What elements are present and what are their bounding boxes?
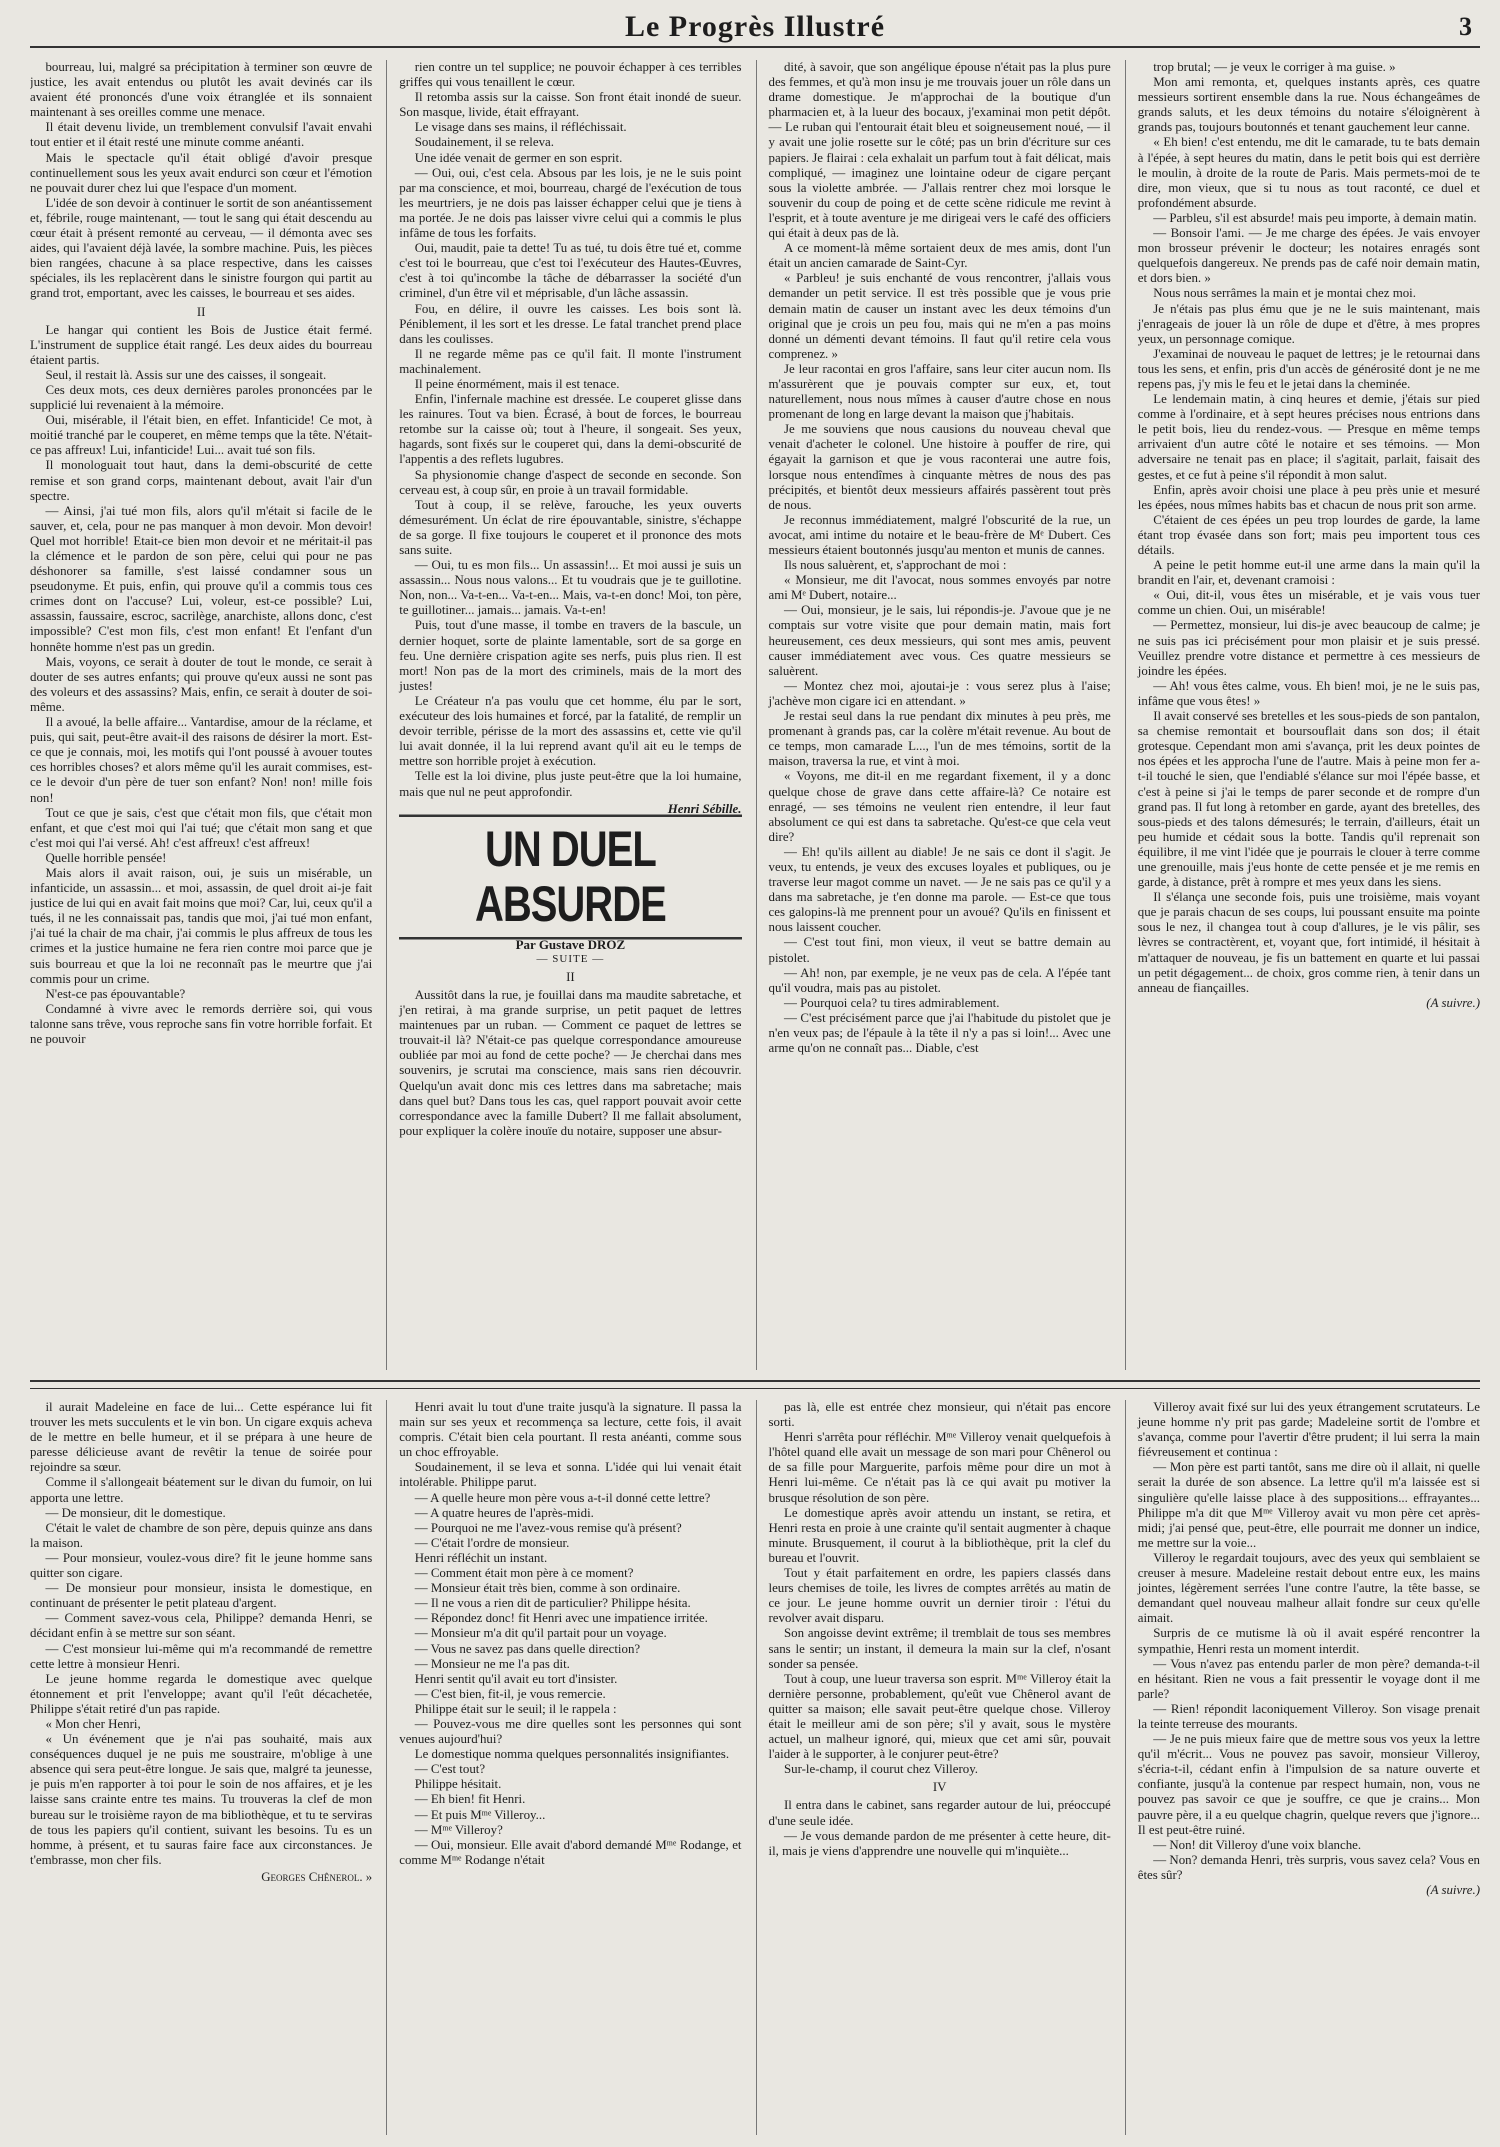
page-header	[30, 6, 1480, 48]
paragraph: Il a avoué, la belle affaire... Vantardise, amour de la réclame, et puis, qui sait, peut-être avait-il des raisons de désirer la mort. Est-ce que je connais, moi, les motifs qui l'ont poussé à avouer toutes ces horribles choses? et alors même qu'il les aurait commises, est-ce le devoir d'un père de tuer son enfant? Non! non! mille fois non!	[30, 715, 373, 805]
paragraph: Le visage dans ses mains, il réfléchissait.	[414, 120, 627, 135]
paragraph: il aurait Madeleine en face de lui... Cette espérance lui fit trouver les mets succulents et le vin bon. Un cigare exquis acheva de le mettre en belle humeur, et il se prépara à une heure de paresse délicieuse avant de revêtir la tenue de soirée pour rejoindre sa sœur.	[30, 1400, 373, 1475]
paragraph: Il monologuait tout haut, dans la demi-obscurité de cette remise et son grand corps, maintenant debout, avait l'air d'un spectre.	[30, 458, 373, 503]
paragraph: Ces deux mots, ces deux dernières paroles prononcées par le supplicié lui revenaient à la mémoire.	[30, 382, 373, 413]
paragraph: Il peine énormément, mais il est tenace.	[414, 376, 620, 391]
paragraph: — C'était l'ordre de monsieur.	[414, 1535, 570, 1550]
paragraph: — C'est tout fini, mon vieux, il veut se battre demain au pistolet.	[768, 935, 1111, 965]
paragraph: — Pourquoi cela? tu tires admirablement.	[783, 995, 1000, 1010]
paragraph: Je me souviens que nous causions du nouveau cheval que venait d'acheter le colonel. Une histoire à pouffer de rire, qui égayait la garnison et que je vous raconterai une autre fois, lorsque nous entendîmes à cinquante mètres de nous des pas précipités, et bientôt deux messieurs affairés passèrent tout près de nous.	[768, 422, 1111, 512]
paragraph: C'était le valet de chambre de son père, depuis quinze ans dans la maison.	[30, 1520, 373, 1550]
paragraph: rien contre un tel supplice; ne pouvoir échapper à ces terribles griffes qui vous tenaillent le cœur.	[399, 60, 742, 90]
paragraph: Sur-le-champ, il courut chez Villeroy.	[783, 1762, 979, 1777]
paragraph: — Oui, monsieur. Elle avait d'abord demandé Mᵐᵉ Rodange, et comme Mᵐᵉ Rodange n'était	[399, 1837, 742, 1867]
paragraph: Henri s'arrêta pour réfléchir. Mᵐᵉ Villeroy venait quelquefois à l'hôtel quand elle avait un message de son mari pour Chênerol ou de sa fille pour Marguerite, parfois même pour dire un mot à Henri lui-même. Ce n'était pas là ce qui avait pu motiver la brusque résolution de son père.	[768, 1430, 1111, 1505]
paragraph: pas là, elle est entrée chez monsieur, qui n'était pas encore sorti.	[768, 1400, 1111, 1430]
paragraph: — C'est monsieur lui-même qui m'a recommandé de remettre cette lettre à monsieur Henri.	[30, 1641, 373, 1671]
paragraph: C'étaient de ces épées un peu trop lourdes de garde, la lame étant trop évasée dans son fort; mais peu importent tous ces détails.	[1137, 512, 1480, 557]
paragraph: Comme il s'allongeait béatement sur le divan du fumoir, on lui apporta une lettre.	[30, 1475, 373, 1505]
paragraph: L'idée de son devoir à continuer le sortit de son anéantissement et, fébrile, rouge maintenant, — tout le sang qui était descendu au cœur était à présent remonté au cerveau, — il démonta avec ses aides, qui l'avaient déjà lavée, la sombre machine. Puis, les pièces bien rangées, chacune à sa place respective, dans les caisses spéciales, ils les replacèrent dans le sinistre fourgon qui partit au grand trot, emportant, avec les caisses, le bourreau et ses aides.	[30, 195, 373, 301]
paragraph: — Rien! répondit laconiquement Villeroy. Son visage prenait la teinte terreuse des mourants.	[1137, 1701, 1480, 1731]
paragraph: Henri sentit qu'il avait eu tort d'insister.	[414, 1671, 618, 1686]
paragraph: Le domestique après avoir attendu un instant, se retira, et Henri resta en proie à une crainte qu'il sentait augmenter à chaque minute. Brusquement, il courut à la bibliothèque, prit la clef du bureau et l'ouvrit.	[768, 1505, 1111, 1565]
paragraph: Tout à coup, une lueur traversa son esprit. Mᵐᵉ Villeroy était la dernière personne, probablement, qu'eût vue Chênerol avant de quitter sa maison; elle savait peut-être quelque chose. Villeroy était le meilleur ami de son père; s'il y avait, sous le mystère actuel, un malheur ignoré, qui, mieux que cet ami sûr, pouvait l'aider à le supporter, à le conjurer peut-être?	[768, 1671, 1111, 1762]
paragraph: « Parbleu! je suis enchanté de vous rencontrer, j'allais vous demander un petit service. Il est très possible que je vous prie demain matin de causer un instant avec les deux témoins d'un original que je crois un peu fou, mais qui ne m'en a pas moins donné un démenti devant témoins. Il faut qu'il retire cela vous comprenez. »	[768, 271, 1111, 361]
paragraph: — Je ne puis mieux faire que de mettre sous vos yeux la lettre qu'il m'écrit... Vous ne pouvez pas savoir, monsieur Villeroy, s'écria-t-il, cédant enfin à l'impulsion de sa nature ouverte et confiante, jusqu'à la contenue par respect humain, non, vous ne pouvez pas savoir ce que je souffre, ce que je crains... Mon pauvre père, il a eu quelque chagrin, quelque revers que j'ignore... Il est peut-être ruiné.	[1137, 1732, 1480, 1837]
paragraph: — Non! dit Villeroy d'une voix blanche.	[1153, 1837, 1362, 1852]
paragraph: Oui, misérable, il l'était bien, en effet. Infanticide! Ce mot, à moitié tranché par le couperet, en même temps que la tête. N'était-ce pas affreux! Lui, infanticide! Lui... avait tué son fils.	[30, 413, 373, 458]
paragraph: Fou, en délire, il ouvre les caisses. Les bois sont là. Péniblement, il les sort et les dresse. Le fatal tranchet prend place dans les coulisses.	[399, 301, 742, 346]
paragraph: — Ainsi, j'ai tué mon fils, alors qu'il m'était si facile de le sauver, et, cela, pour ne pas manquer à mon devoir. Mon devoir! Quel mot horrible! Etait-ce bien mon devoir et ne méritait-il pas la clémence et le pardon de son père, celui qui pour ne pas déshonorer sa famille, s'est laissé condamner sous un pseudonyme. Et puis, enfin, qui prouve qu'il a commis tous ces crimes dont on l'accuse? Lui, voleur, est-ce possible? Lui, assassin, faussaire, escroc, sacrilège, anarchiste, allons donc, c'est impossible? C'est mon fils, c'est mon enfant! Et l'enfant d'un honnête homme n'est pas un gredin.	[30, 503, 373, 654]
paragraph: — Vous ne savez pas dans quelle direction?	[414, 1641, 641, 1656]
paragraph: Il était devenu livide, un tremblement convulsif l'avait envahi tout entier et il était resté une minute comme anéanti.	[30, 120, 373, 150]
paragraph: — De monsieur, dit le domestique.	[45, 1505, 226, 1520]
paragraph: Mais alors il avait raison, oui, je suis un misérable, un infanticide, un assassin... et moi, assassin, de quel droit ai-je fait justice de lui qui en avait fait moins que moi? Car, lui, ceux qu'il a tués, il ne les connaissait pas, tandis que moi, j'ai tué mon enfant, j'ai tué la chair de ma chair, j'ai commis le plus affreux de tous les crimes et la justice humaine ne fera rien contre moi parce que je suis bourreau et que la loi ne reconnaît pas le meurtre que j'ai commis pour un crime.	[30, 865, 373, 986]
paragraph: — De monsieur pour monsieur, insista le domestique, en continuant de présenter le petit plateau d'argent.	[30, 1581, 373, 1611]
paragraph: Oui, maudit, paie ta dette! Tu as tué, tu dois être tué et, comme c'est toi le bourreau, que c'est toi l'exécuteur des Hautes-Œuvres, c'est à toi qu'incombe la tâche de débarrasser la société d'un criminel, d'un être vil et méprisable, d'un lâche assassin.	[399, 241, 742, 301]
paragraph: — Parbleu, s'il est absurde! mais peu importe, à demain matin.	[1153, 210, 1477, 225]
paragraph: — Permettez, monsieur, lui dis-je avec beaucoup de calme; je ne suis pas ici précisément pour mon plaisir et je suis pressé. Veuillez prendre votre distance et permettre à ces messieurs de joindre les épées.	[1137, 618, 1480, 678]
feature-section-number: II	[566, 969, 575, 984]
top-column-3	[756, 60, 1111, 1370]
paragraph: — Mon père est parti tantôt, sans me dire où il allait, ni quelle serait la durée de son absence. La lettre qu'il m'a laissée est si singulière qu'elle laisse place à des suppositions... effrayantes... Philippe m'a dit que Mᵐᵉ Villeroy avait vu mon père cet après-midi; j'ai pensé que, peut-être, elle pourrait me donner un indice, me mettre sur la voie...	[1137, 1460, 1480, 1550]
paragraph: Villeroy avait fixé sur lui des yeux étrangement scrutateurs. Le jeune homme n'y prit pas garde; Madeleine sortit de l'ombre et s'avança, comme pour l'avertir d'être prudent; il lui serra la main fiévreusement et continua :	[1137, 1400, 1480, 1460]
paragraph: — Comment était mon père à ce moment?	[414, 1566, 634, 1581]
paragraph: A peine le petit homme eut-il une arme dans la main qu'il la brandit en l'air, et, devenant cramoisi :	[1137, 558, 1480, 588]
paragraph: Son angoisse devint extrême; il tremblait de tous ses membres sans le sentir; un instant, il demeura la main sur la clef, n'osant sonder sa pensée.	[768, 1626, 1111, 1671]
paragraph: Philippe hésitait.	[414, 1777, 502, 1792]
bottom-column-1	[30, 1400, 372, 2135]
bottom-columns	[30, 1400, 1480, 2135]
paragraph: II	[196, 304, 206, 319]
paragraph: — Montez chez moi, ajoutai-je : vous serez plus à l'aise; j'achève mon cigare ici en attendant. »	[768, 678, 1111, 708]
paragraph: — Monsieur ne me l'a pas dit.	[414, 1656, 570, 1671]
paragraph: « Voyons, me dit-il en me regardant fixement, il y a donc quelque chose de grave dans cette affaire-là? Ce notaire est enragé, — ses témoins ne veulent rien entendre, il leur faut absolument ce qui est dans ta sabretache. Qu'est-ce que cela veut dire?	[768, 769, 1111, 844]
paragraph: — Mᵐᵉ Villeroy?	[414, 1822, 503, 1837]
paragraph: « Monsieur, me dit l'avocat, nous sommes envoyés par notre ami Mᵉ Dubert, notaire...	[768, 573, 1111, 603]
paragraph: — A quelle heure mon père vous a-t-il donné cette lettre?	[414, 1490, 711, 1505]
paragraph: bourreau, lui, malgré sa précipitation à terminer son œuvre de justice, les avait entendus ou plutôt les avait devinés car ils avaient été prononcés d'une voix étranglée et ils sonnaient maintenant à ses oreilles comme une menace.	[30, 60, 373, 120]
paragraph: Tout ce que je sais, c'est que c'était mon fils, que c'était mon enfant, et que c'est moi qui l'ai tué; que c'était mon sang et que c'est moi qui l'ai versé. Ah! c'est affreux! c'est affreux!	[30, 805, 373, 850]
paragraph: Seul, il restait là. Assis sur une des caisses, il songeait.	[45, 367, 327, 382]
section-divider	[30, 1380, 1480, 1389]
paragraph: — Il ne vous a rien dit de particulier? Philippe hésita.	[414, 1596, 691, 1611]
paragraph: « Mon cher Henri,	[45, 1716, 141, 1731]
paragraph: Soudainement, il se releva.	[414, 135, 554, 150]
paragraph: Villeroy le regardait toujours, avec des yeux qui semblaient se creuser à mesure. Madeleine restait debout entre eux, les mains jointes, légèrement serrées l'une contre l'autre, la tête basse, se demandant quel nouveau malheur allait fondre sur ceux qu'elle aimait.	[1137, 1550, 1480, 1626]
paragraph: Telle est la loi divine, plus juste peut-être que la loi humaine, mais que nul ne peut approfondir.	[399, 769, 742, 799]
paragraph: IV	[932, 1780, 947, 1795]
paragraph: « Oui, dit-il, vous êtes un misérable, et je vais vous tuer comme un chien. Oui, un misérable!	[1137, 588, 1480, 618]
paragraph: Le Créateur n'a pas voulu que cet homme, élu par le sort, exécuteur des lois humaines et forcé, par la fatalité, de remplir un devoir terrible, périsse de la mort des assassins et, cette vie qu'il lui avait donnée, il la lui reprend avant qu'il ait eu le temps de mettre son horrible projet à exécution.	[399, 693, 742, 769]
paragraph: Mais, voyons, ce serait à douter de tout le monde, ce serait à douter de ses autres enfants; qui prouve qu'eux aussi ne sont pas des voleurs et des assassins? Mais, enfin, ce serait à douter de soi-même.	[30, 654, 373, 714]
paragraph: — Oui, oui, c'est cela. Absous par les lois, je ne le suis point par ma conscience, et moi, bourreau, chargé de l'exécution de tous les meurtriers, je ne dois pas laisser échapper celui que je tiens à ma portée. Je ne dois pas laisser vivre celui qui a commis le plus infâme de tous les forfaits.	[399, 165, 742, 241]
paragraph: Je n'étais pas plus ému que je ne le suis maintenant, mais j'enrageais de jouer là un rôle de dupe et d'être, à mes propres yeux, un personnage comique.	[1137, 301, 1480, 346]
paragraph: Henri réfléchit un instant.	[414, 1550, 548, 1565]
paragraph: Mon ami remonta, et, quelques instants après, ces quatre messieurs sortirent ensemble dans la rue. Nous échangeâmes de grands saluts, et les deux témoins du notaire s'éloignèrent à grands pas, toujours boutonnés et tenant gauchement leur canne.	[1137, 75, 1480, 135]
bottom-column-4	[1125, 1400, 1480, 2135]
paragraph: Nous nous serrâmes la main et je montai chez moi.	[1153, 286, 1416, 301]
paragraph: Enfin, après avoir choisi une place à peu près unie et mesuré les épées, nous mîmes habits bas et chacun de nous prit son arme.	[1137, 482, 1480, 512]
feature-title: UN DUEL ABSURDE	[399, 814, 741, 939]
paragraph: — Vous n'avez pas entendu parler de mon père? demanda-t-il en hésitant. Rien ne vous a fait pressentir le voyage dont il me parle?	[1137, 1656, 1480, 1701]
paragraph: — Répondez donc! fit Henri avec une impatience irritée.	[414, 1611, 708, 1626]
article-signature: Henri Sébille.	[667, 801, 742, 816]
paragraph: Philippe était sur le seuil; il le rappela :	[414, 1701, 617, 1716]
paragraph: Il s'élança une seconde fois, puis une troisième, mais voyant que je parais chacun de ses coups, lui poussant ensuite ma pointe sous le nez, il changea tout à coup d'allures, je le vis pâlir, ses lèvres se contractèrent, et, voyant que, fort intimidé, il hésitait à m'attaquer de nouveau, je fis un battement en quarte et lui passai un petit dégagement... de choix, gros comme rien, à tenir dans un anneau de fiançailles.	[1137, 890, 1480, 995]
paragraph: dité, à savoir, que son angélique épouse n'était pas la plus pure des femmes, et qu'à mon insu je me trouvais jouer un rôle dans un drame domestique. Je m'approchai de la boutique d'un pharmacien et, à la lueur des bocaux, j'examinai mon petit dépôt. — Le ruban qui l'entourait était bleu et soigneusement noué, — il y avait une jolie rosette sur le côté; pas un brin d'écriture sur ces papiers. Je flairai : cela exhalait un parfum tout à fait délicat, mais compliqué, — imaginez une lointaine odeur de cigare perçant sous la violette ambrée. — J'allais rentrer chez moi lorsque le souvenir du coup de poing et de cette scène ridicule me revint à l'esprit, et à toute aventure je me dirigeai vers le café des officiers qui était à deux pas de là.	[768, 60, 1111, 241]
to-be-continued: (A suivre.)	[1426, 995, 1480, 1010]
paragraph: Il ne regarde même pas ce qu'il fait. Il monte l'instrument machinalement.	[399, 346, 742, 376]
bottom-column-2	[386, 1400, 741, 2135]
paragraph: — Bonsoir l'ami. — Je me charge des épées. Je vais envoyer mon brosseur prévenir le docteur; les notaires enragés sont quelquefois dangereux. Ne prends pas de café noir demain matin, et dors bien. »	[1137, 226, 1480, 286]
paragraph: — Ah! non, par exemple, je ne veux pas de cela. A l'épée tant qu'il voudra, mais pas au pistolet.	[768, 965, 1111, 995]
paragraph: Je restai seul dans la rue pendant dix minutes à peu près, me promenant à grands pas, car la colère m'était revenue. Au bout de ce temps, mon camarade L..., l'un de mes témoins, sortit de la maison, traversa la rue, et vint à moi.	[768, 709, 1111, 769]
paragraph: Tout y était parfaitement en ordre, les papiers classés dans leurs chemises de toile, les livres de comptes arrêtés au matin de ce jour. Le jeune homme ouvrit un dernier tiroir : l'étui du revolver avait disparu.	[768, 1566, 1111, 1626]
paragraph: Condamné à vivre avec le remords derrière soi, qui vous talonne sans trêve, vous reproche sans fin votre horrible forfait. Et ne pouvoir	[30, 1001, 373, 1046]
to-be-continued: (A suivre.)	[1426, 1883, 1480, 1897]
paragraph: — Oui, monsieur, je le sais, lui répondis-je. J'avoue que je ne comptais sur votre visite que pour demain matin, mais fort heureusement, ces deux messieurs, qui sont mes amis, peuvent causer immédiatement avec vous. Ces quatre messieurs se saluèrent.	[768, 603, 1111, 678]
masthead: Le Progrès Illustré	[624, 10, 886, 43]
letter-signature: Georges Chênerol. »	[261, 1869, 373, 1884]
paragraph: « Eh bien! c'est entendu, me dit le camarade, tu te bats demain à l'épée, à sept heures du matin, dans le petit bois qui est derrière le moulin, à droite de la route de Paris. Mais permets-moi de te dire, mon vieux, que si tu nous as tout raconté, ce duel et profondément absurde.	[1137, 135, 1480, 210]
paragraph: Le lendemain matin, à cinq heures et demie, j'étais sur pied comme à l'ordinaire, et à sept heures précises nous entrions dans le petit bois, lieu du rendez-vous. — Presque en même temps arrivaient d'un autre côté le notaire et ses témoins. — Mon adversaire ne tenait pas en place; il s'agitait, parlait, faisait des gestes, et ce fut à peine s'il répondit à mon salut.	[1137, 392, 1480, 482]
paragraph: — Pouvez-vous me dire quelles sont les personnes qui sont venues aujourd'hui?	[399, 1716, 742, 1747]
paragraph: Henri avait lu tout d'une traite jusqu'à la signature. Il passa la main sur ses yeux et recommença sa lecture, cette fois, il avait compris. C'était bien cela pourtant. Il resta anéanti, comme sous un choc effroyable.	[399, 1400, 742, 1460]
paragraph: Il avait conservé ses bretelles et les sous-pieds de son pantalon, sa chemise remontait et boursouflait dans son dos; il était grotesque. Cependant mon ami s'avança, prit les deux pointes de nos épées et les approcha l'une de l'autre. Mais à peine mon fer a-t-il touché le sien, que l'endiablé s'élance sur moi l'épée basse, et c'est à peine si j'ai le temps de parer seconde et de rompre d'un grand pas. Il fut long à retomber en garde, ayant des bretelles, des sous-pieds et des talons démesurés; le terrain, d'ailleurs, était un peu humide et cédait sous la botte. Tandis qu'il reprenait son équilibre, il me vint l'idée que je pourrais le clouer à terre comme une grenouille, mais j'eus honte de cette pensée et je me remis en garde, à distance, prêt à rompre et mes yeux dans les siens.	[1137, 709, 1480, 890]
paragraph: Aussitôt dans la rue, je fouillai dans ma maudite sabretache, et j'en retirai, à ma grande surprise, un petit paquet de lettres maintenues par un ruban. — Comment ce paquet de lettres se trouvait-il là? N'était-ce pas quelque correspondance amoureuse oubliée par moi au fond de cette poche? — Je cherchai dans mes souvenirs, je scrutai ma conscience, mais sans rien découvrir. Quelqu'un avait donc mis ces lettres dans ma sabretache; mais dans quel but? Dans tous les cas, quel rapport pouvait avoir cette correspondance avec la famille Dubert? Il me fallait absolument, pour expliquer la colère inouïe du notaire, supposer une absur-	[399, 987, 742, 1138]
paragraph: Le hangar qui contient les Bois de Justice était fermé. L'instrument de supplice était rangé. Les deux aides du bourreau étaient partis.	[30, 322, 373, 367]
paragraph: Je leur racontai en gros l'affaire, sans leur citer aucun nom. Ils m'assurèrent que je pouvais compter sur eux, et, tout naturellement, nous nous mîmes à causer d'autre chose en nous promenant de long en large devant la maison que j'habitais.	[768, 361, 1111, 422]
paragraph: Soudainement, il se leva et sonna. L'idée qui lui venait était intolérable. Philippe parut.	[399, 1460, 742, 1490]
paragraph: — Monsieur était très bien, comme à son ordinaire.	[414, 1581, 681, 1596]
paragraph: Surpris de ce mutisme là où il avait espéré rencontrer la sympathie, Henri resta un moment interdit.	[1137, 1626, 1480, 1656]
paragraph: Une idée venait de germer en son esprit.	[414, 150, 623, 165]
top-columns	[30, 60, 1480, 1370]
paragraph: Ils nous saluèrent, et, s'approchant de moi :	[783, 558, 1007, 573]
paragraph: Le jeune homme regarda le domestique avec quelque étonnement et prit l'enveloppe; avant qu'il l'eût décachetée, Philippe s'était retiré d'un pas rapide.	[30, 1671, 373, 1716]
paragraph: A ce moment-là même sortaient deux de mes amis, dont l'un était un ancien camarade de Saint-Cyr.	[768, 241, 1111, 271]
paragraph: — C'est tout?	[414, 1762, 486, 1777]
paragraph: — Eh! qu'ils aillent au diable! Je ne sais ce dont il s'agit. Je veux, tu entends, je veux des excuses loyales et publiques, ou je traverse leur magot comme un navet. — Je ne sais pas ce qu'il y a dans ma sabretache, je t'en donne ma parole. — Est-ce que tous ces galopins-là me prennent pour un avoué? Qu'ils en finissent et nous laissent coucher.	[768, 844, 1111, 935]
feature-byline: Par Gustave DROZ	[515, 936, 626, 952]
paragraph: — Eh bien! fit Henri.	[414, 1792, 526, 1807]
paragraph: — Comment savez-vous cela, Philippe? demanda Henri, se décidant enfin à se mettre sur son séant.	[30, 1611, 373, 1641]
paragraph: Mais le spectacle qu'il était obligé d'avoir presque continuellement sous les yeux avait endurci son cœur et l'émotion ne pouvait durer chez lui que l'espace d'un moment.	[30, 150, 373, 195]
paragraph: — Ah! vous êtes calme, vous. Eh bien! moi, je ne le suis pas, infâme que vous êtes! »	[1137, 678, 1480, 708]
top-column-2	[386, 60, 741, 1370]
paragraph: — Monsieur m'a dit qu'il partait pour un voyage.	[414, 1626, 667, 1641]
top-column-4	[1125, 60, 1480, 1370]
paragraph: — Non? demanda Henri, très surpris, vous savez cela? Vous en êtes sûr?	[1137, 1852, 1480, 1882]
top-column-1	[30, 60, 372, 1370]
paragraph: Puis, tout d'une masse, il tombe en travers de la bascule, un dernier hoquet, sorte de plainte lamentable, sort de sa gorge en feu. Une dernière crispation agite ses nerfs, puis plus rien. Il est mort! Non pas de la mort des criminels, mais de la mort des justes!	[399, 618, 742, 693]
page-number: 3	[1459, 12, 1472, 41]
paragraph: Quelle horrible pensée!	[45, 850, 167, 865]
paragraph: — Et puis Mᵐᵉ Villeroy...	[414, 1807, 546, 1822]
paragraph: Il entra dans le cabinet, sans regarder autour de lui, préoccupé d'une seule idée.	[768, 1798, 1111, 1828]
paragraph: — Oui, tu es mon fils... Un assassin!... Et moi aussi je suis un assassin... Nous nous valons... Et tu voudrais que je te guillotine. Non, non... Va-t-en... Va-t-en... Mais, va-t-en donc! Moi, ton père, te guillotiner... jamais... jamais. Va-t-en!	[399, 558, 742, 618]
paragraph: trop brutal; — je veux le corriger à ma guise. »	[1153, 60, 1396, 74]
paragraph: Il retomba assis sur la caisse. Son front était inondé de sueur. Son masque, livide, était effrayant.	[399, 90, 742, 120]
paragraph: — Pour monsieur, voulez-vous dire? fit le jeune homme sans quitter son cigare.	[30, 1550, 373, 1581]
bottom-column-3	[756, 1400, 1111, 2135]
feature-suite-label: — SUITE —	[536, 952, 605, 965]
paragraph: J'examinai de nouveau le paquet de lettres; je le retournai dans tous les sens, et enfin, pris d'un accès de générosité dont je ne me repens pas, j'y mis le feu et le jetai dans la cheminée.	[1137, 346, 1480, 391]
paragraph: Enfin, l'infernale machine est dressée. Le couperet glisse dans les rainures. Tout va bien. Écrasé, à bout de forces, le bourreau retombe sur la caisse où; tout à l'heure, il songeait. Ses yeux, hagards, sont fixés sur le couperet qui, dans la demi-obscurité de l'appentis a des reflets lugubres.	[399, 392, 742, 467]
paragraph: — Pourquoi ne me l'avez-vous remise qu'à présent?	[414, 1520, 682, 1535]
paragraph: N'est-ce pas épouvantable?	[45, 986, 186, 1001]
paragraph: — C'est bien, fit-il, je vous remercie.	[414, 1686, 606, 1701]
paragraph: Sa physionomie change d'aspect de seconde en seconde. Son cerveau est, à coup sûr, en proie à un travail formidable.	[399, 467, 742, 497]
paragraph: — A quatre heures de l'après-midi.	[414, 1505, 594, 1520]
paragraph: Le domestique nomma quelques personnalités insignifiantes.	[414, 1747, 730, 1762]
paragraph: Tout à coup, il se relève, farouche, les yeux ouverts démesurément. Un éclat de rire épouvantable, sinistre, s'échappe de sa gorge. Il fixe toujours le couperet et il prononce des mots sans suite.	[399, 497, 742, 557]
paragraph: Je reconnus immédiatement, malgré l'obscurité de la rue, un avocat, ami intime du notaire et le beau-frère de Mᵉ Dubert. Ces messieurs étaient boutonnés jusqu'au menton et munis de cannes.	[768, 512, 1111, 557]
paragraph: — C'est précisément parce que j'ai l'habitude du pistolet que je n'en veux pas; de l'épaule à la tête il n'y a pas si loin!... Avec une arme qu'on ne connaît pas... Diable, c'est	[768, 1010, 1111, 1056]
paragraph: « Un événement que je n'ai pas souhaité, mais aux conséquences duquel je ne puis me soustraire, m'oblige à une absence qui sera peut-être longue. Je sais que, malgré ta jeunesse, je puis m'en rapporter à toi pour le soin de nos affaires, et je les laisse sans crainte entre tes mains. Tu trouveras la clef de mon bureau sur le troisième rayon de ma bibliothèque, et tu te serviras de tous les papiers qu'il contient, suivant les besoins. Tu es un homme, à présent, et tu sauras faire face aux circonstances. Je t'embrasse, mon cher fils.	[30, 1732, 373, 1867]
paragraph: — Je vous demande pardon de me présenter à cette heure, dit-il, mais je viens d'apprendre une nouvelle qui m'inquiète...	[768, 1828, 1111, 1858]
